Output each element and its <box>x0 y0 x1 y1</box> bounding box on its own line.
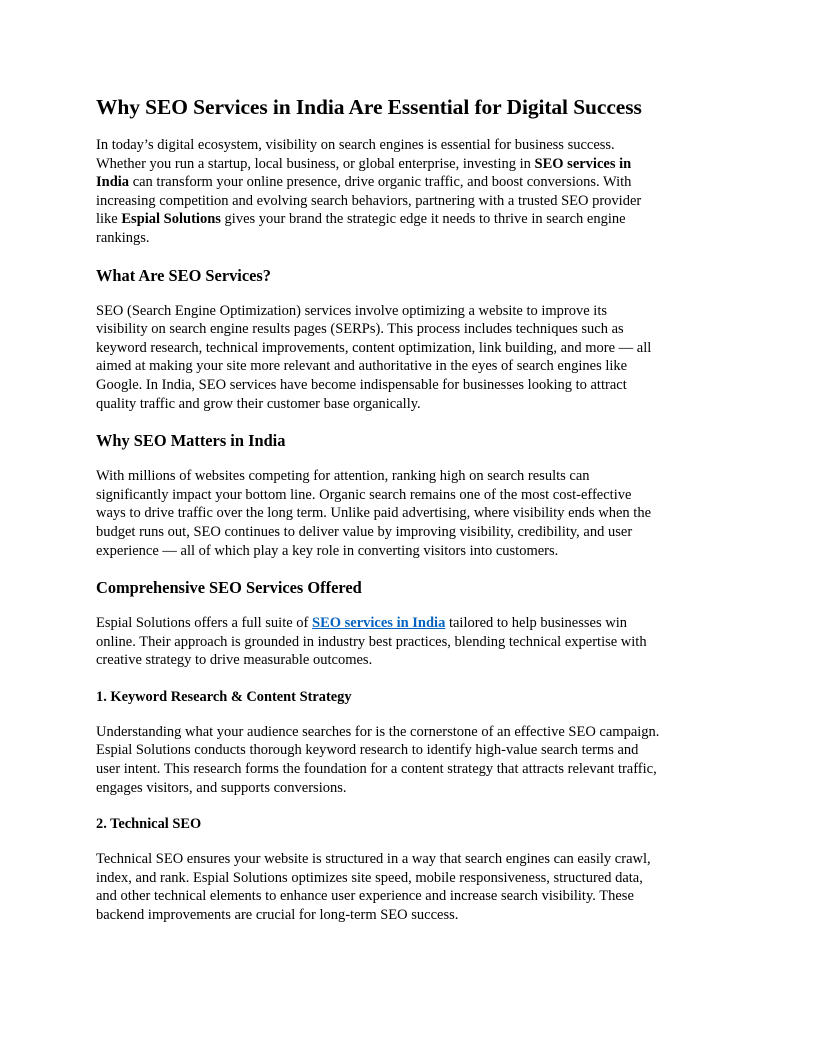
page-title: Why SEO Services in India Are Essential for Digital Success <box>96 95 642 119</box>
section-heading-what-are-seo-services: What Are SEO Services? <box>96 265 271 285</box>
paragraph-line: engages visitors, and supports conversions. <box>96 779 347 796</box>
intro-keyword-bold: SEO services in <box>534 155 632 172</box>
section-paragraph-technical-seo <box>96 850 722 924</box>
intro-text: gives your brand the strategic edge it needs to thrive in search engine <box>220 211 626 228</box>
paragraph-line: Technical SEO ensures your website is structured in a way that search engines can easily crawl, <box>96 851 651 868</box>
intro-line-3 <box>96 173 722 192</box>
subheading-technical-seo: 2. Technical SEO <box>96 816 202 833</box>
paragraph-line: SEO (Search Engine Optimization) services involve optimizing a website to improve its <box>96 302 608 319</box>
seo-services-india-link[interactable]: SEO services in India <box>312 615 446 632</box>
paragraph-line: user intent. This research forms the foundation for a content strategy that attracts relevant traffic, <box>96 761 657 778</box>
section-paragraph-comprehensive-services <box>96 614 722 670</box>
intro-line-1: In today’s digital ecosystem, visibility on search engines is essential for business success. <box>96 137 615 153</box>
intro-line-6: rankings. <box>96 229 150 246</box>
paragraph-line: Google. In India, SEO services have become indispensable for businesses looking to attract <box>96 376 627 393</box>
intro-text: like <box>96 211 122 228</box>
section-heading-why-seo-matters: Why SEO Matters in India <box>96 431 286 451</box>
paragraph-line: backend improvements are crucial for long-term SEO success. <box>96 907 459 924</box>
paragraph-line: With millions of websites competing for attention, ranking high on search results can <box>96 468 590 485</box>
section-paragraph-what-are-seo-services <box>96 302 722 414</box>
company-name-bold: Espial Solutions <box>121 211 221 228</box>
paragraph-line: aimed at making your site more relevant and authoritative in the eyes of search engines like <box>96 358 628 375</box>
intro-line-4: increasing competition and evolving search behaviors, partnering with a trusted SEO provider <box>96 192 642 209</box>
intro-line-2 <box>96 155 722 174</box>
intro-line-5 <box>96 210 722 229</box>
paragraph-text: tailored to help businesses win <box>445 615 627 632</box>
paragraph-line: online. Their approach is grounded in industry best practices, blending technical expertise with <box>96 633 647 650</box>
paragraph-line: quality traffic and grow their customer base organically. <box>96 395 421 412</box>
paragraph-line: and other technical elements to enhance user experience and increase search visibility. These <box>96 888 634 905</box>
paragraph-line: experience — all of which play a key role in converting visitors into customers. <box>96 542 559 559</box>
paragraph-line: Understanding what your audience searches for is the cornerstone of an effective SEO campaign. <box>96 723 660 740</box>
paragraph-line: creative strategy to drive measurable outcomes. <box>96 652 373 669</box>
subheading-keyword-research: 1. Keyword Research & Content Strategy <box>96 688 352 705</box>
paragraph-line: ways to drive traffic over the long term. Unlike paid advertising, where visibility ends when the <box>96 505 652 522</box>
paragraph-line: index, and rank. Espial Solutions optimizes site speed, mobile responsiveness, structured data, <box>96 869 643 886</box>
paragraph-line: keyword research, technical improvements, content optimization, link building, and more — all <box>96 339 652 356</box>
paragraph-line: significantly impact your bottom line. Organic search remains one of the most cost-effective <box>96 486 632 503</box>
section-paragraph-keyword-research <box>96 723 722 797</box>
section-paragraph-why-seo-matters <box>96 467 722 560</box>
intro-text: can transform your online presence, drive organic traffic, and boost conversions. With <box>129 174 632 191</box>
intro-paragraph <box>96 136 722 248</box>
paragraph-line: Espial Solutions conducts thorough keyword research to identify high-value search terms and <box>96 742 639 759</box>
section-heading-comprehensive-services: Comprehensive SEO Services Offered <box>96 578 362 598</box>
paragraph-text: Espial Solutions offers a full suite of <box>96 615 312 632</box>
document-body <box>96 92 722 925</box>
paragraph-line: budget runs out, SEO continues to deliver value by improving visibility, credibility, and user <box>96 523 633 540</box>
paragraph-line: visibility on search engine results pages (SERPs). This process includes techniques such as <box>96 321 624 338</box>
intro-text: Whether you run a startup, local business, or global enterprise, investing in <box>96 155 535 172</box>
intro-keyword-bold-cont: India <box>96 174 130 191</box>
paragraph-line <box>96 614 722 633</box>
